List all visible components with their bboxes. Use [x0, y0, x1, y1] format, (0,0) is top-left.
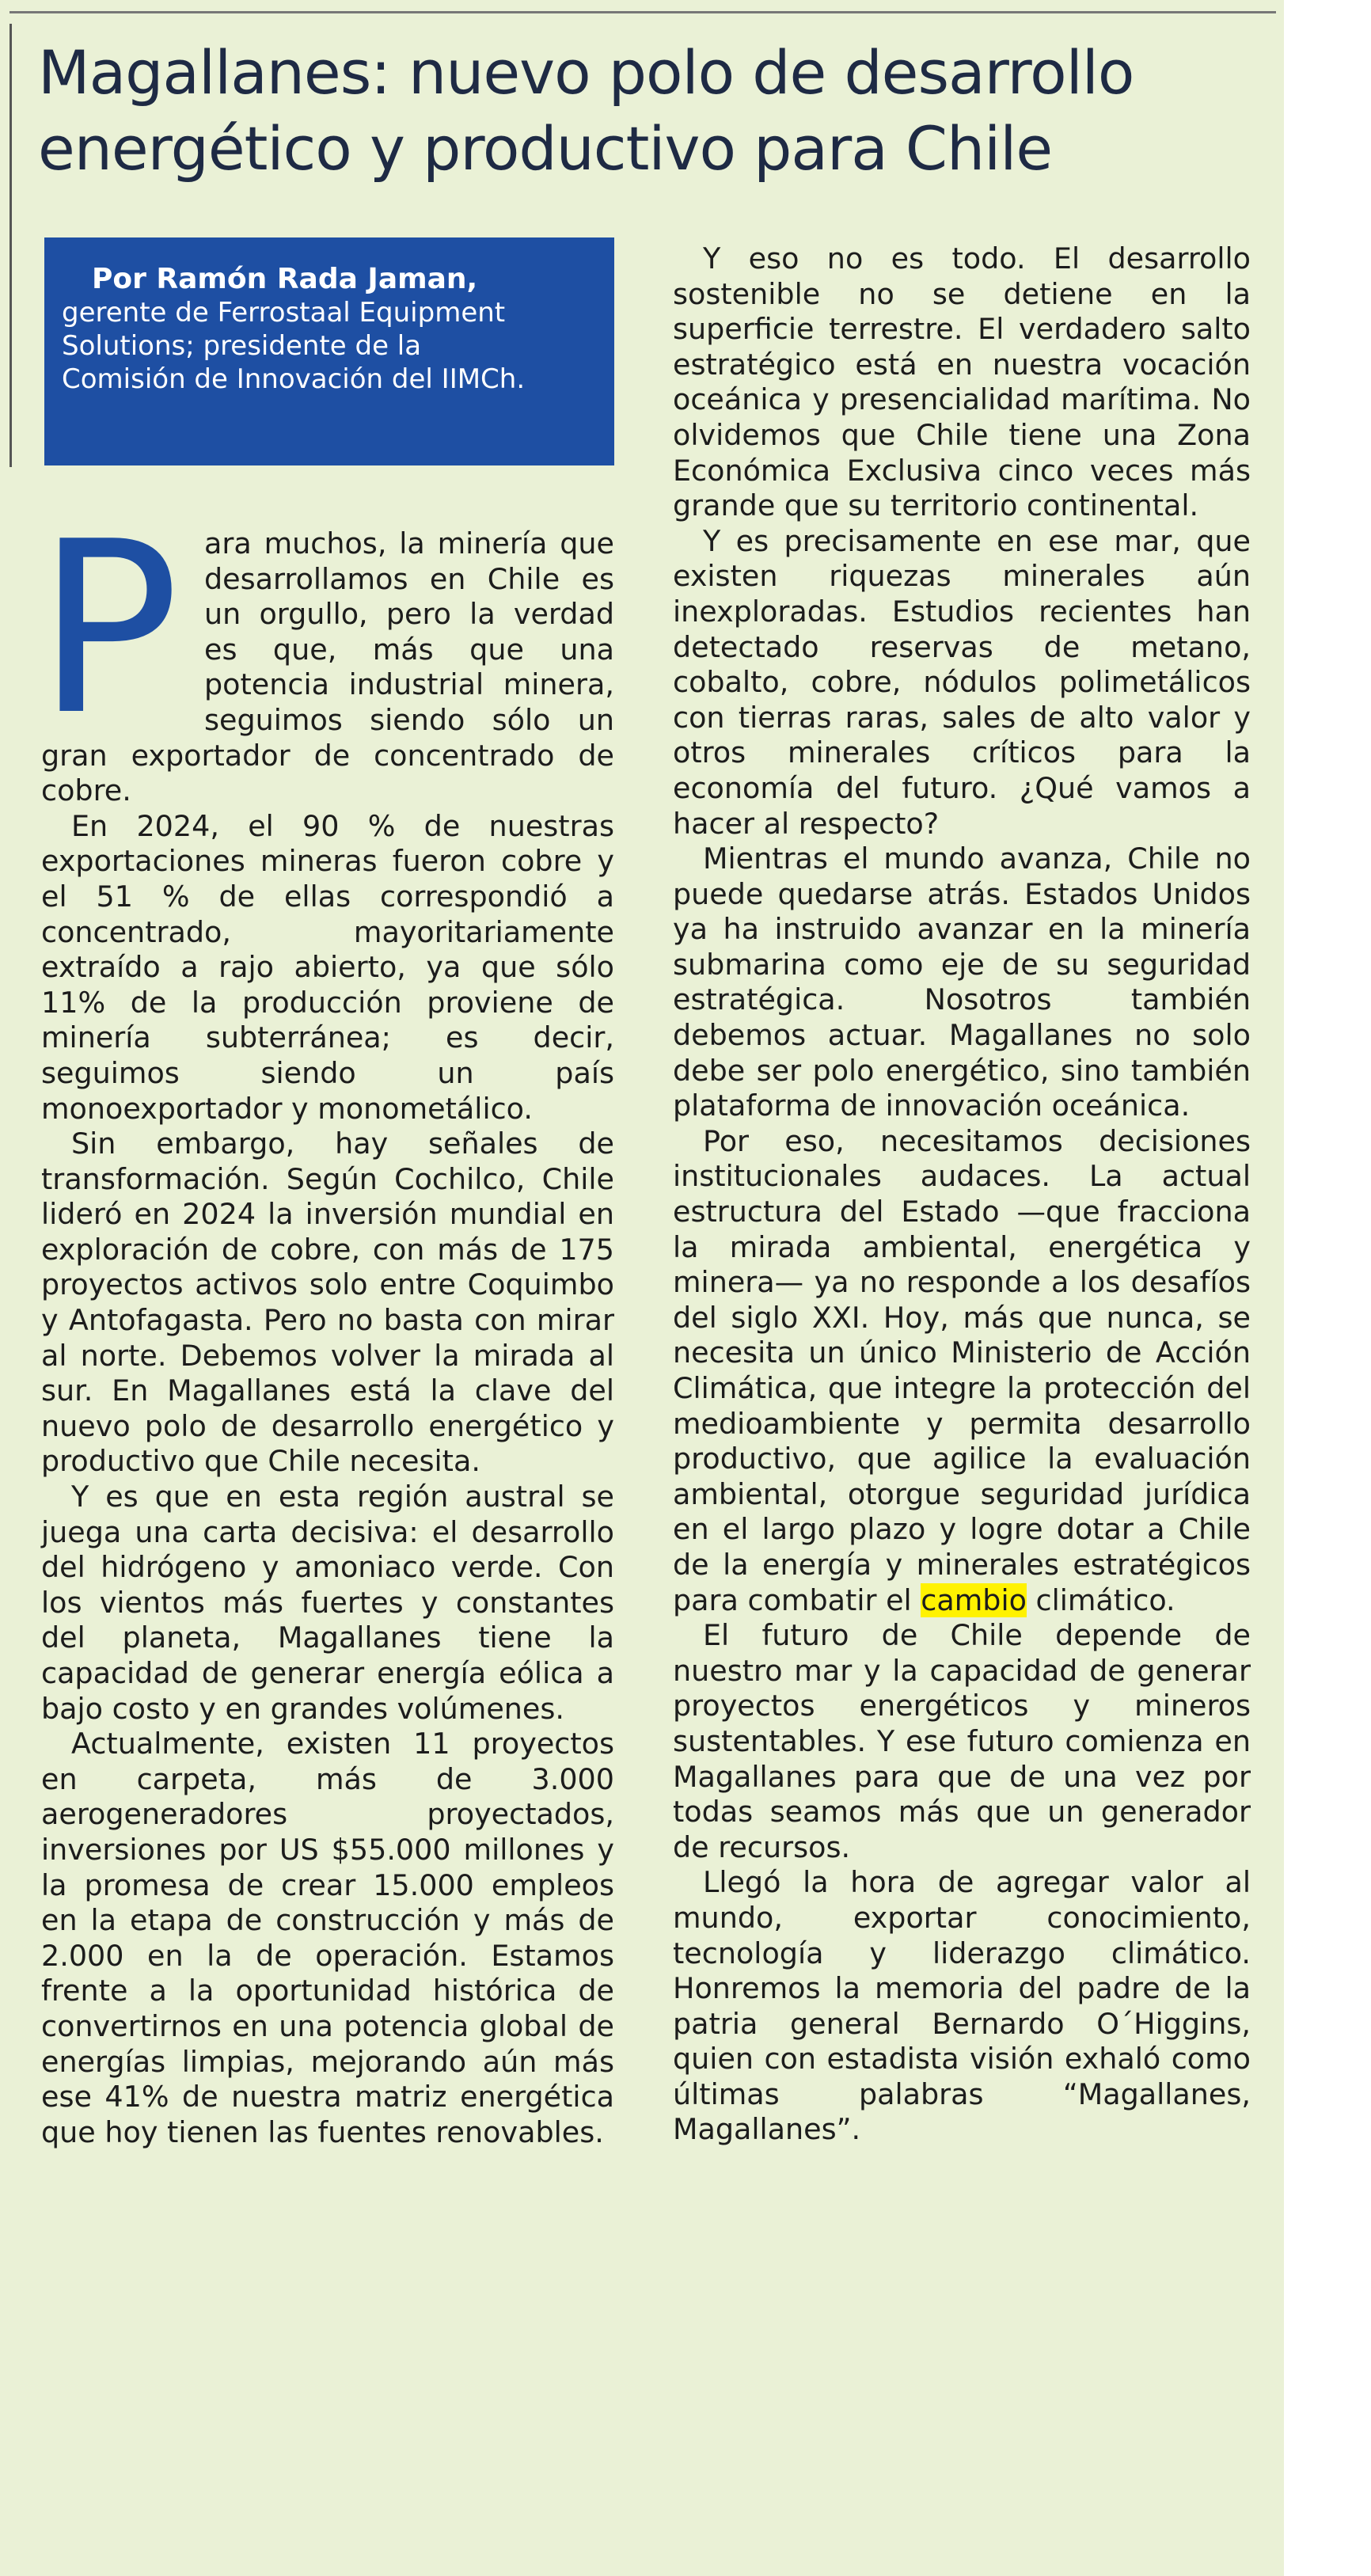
paragraph-with-highlight: [673, 1124, 1251, 1618]
author-role-line: Solutions; presidente de la: [62, 330, 422, 362]
paragraph: Sin embargo, hay señales de transformación. Según Cochilco, Chile lideró en 2024 la inversión mundial en exploración de cobre, con más de 175 proyectos activos solo entre Coquimbo y Antofagasta. Pero no basta con mirar al norte. Debemos volver la mirada al sur. En Magallanes está la clave del nuevo polo de desarrollo energético y productivo que Chile necesita.: [41, 1127, 614, 1479]
paragraph: Y es precisamente en ese mar, que existen riquezas minerales aún inexploradas. Estudios recientes han detectado reservas de metano, cobalto, cobre, nódulos polimetálicos con tierras raras, sales de alto valor y otros minerales críticos para la economía del futuro. ¿Qué vamos a hacer al respecto?: [673, 523, 1251, 841]
left-column: [36, 491, 614, 2150]
author-role-line: Comisión de Innovación del IIMCh.: [62, 363, 526, 395]
left-rule: [9, 24, 12, 467]
headline-line-2: energético y productivo para Chile: [38, 113, 1053, 184]
highlighted-word: cambio: [921, 1582, 1027, 1617]
paragraph: Actualmente, existen 11 proyectos en carpeta, más de 3.000 aerogeneradores proyectados, inversiones por US $55.000 millones y la promesa de crear 15.000 empleos en la etapa de construcción y más de 2.000 en la de operación. Estamos frente a la oportunidad histórica de convertirnos en una potencia global de energías limpias, mejorando aún más ese 41% de nuestra matriz energética que hoy tienen las fuentes renovables.: [41, 1727, 614, 2149]
author-role: [62, 296, 594, 396]
author-role-line: gerente de Ferrostaal Equipment: [62, 297, 506, 329]
author-name: Por Ramón Rada Jaman,: [92, 263, 478, 295]
drop-cap: P: [36, 491, 180, 767]
top-rule: [9, 11, 1276, 13]
paragraph: En 2024, el 90 % de nuestras exportaciones mineras fueron cobre y el 51 % de ellas correspondió a concentrado, mayoritariamente extraído a rajo abierto, ya que sólo 11% de la producción proviene de minería subterránea; es decir, seguimos siendo un país monoexportador y monometálico.: [41, 808, 614, 1126]
paragraph: ara muchos, la minería que desarrollamos en Chile es un orgullo, pero la verdad es que, más que una potencia industrial minera, seguimos siendo sólo un gran exportador de concentrado de cobre.: [41, 526, 614, 808]
article-headline: [38, 35, 1257, 187]
paragraph: Llegó la hora de agregar valor al mundo, exportar conocimiento, tecnología y liderazgo climático. Honremos la memoria del padre de la patria general Bernardo O´Higgins, quien con estadista visión exhaló como últimas palabras “Magallanes, Magallanes”.: [673, 1865, 1251, 2147]
author-box: [44, 237, 614, 465]
headline-line-1: Magallanes: nuevo polo de desarrollo: [38, 37, 1134, 108]
paragraph: Y es que en esta región austral se juega una carta decisiva: el desarrollo del hidrógeno y amoniaco verde. Con los vientos más fuertes y constantes del planeta, Magallanes tiene la capacidad de generar energía eólica a bajo costo y en grandes volúmenes.: [41, 1480, 614, 1726]
paragraph-text: Por eso, necesitamos decisiones institucionales audaces. La actual estructura del Estado —que fracciona la mirada ambiental, energética y minera— ya no responde a los desafíos del siglo XXI. Hoy, más que nunca, se necesita un único Ministerio de Acción Climática, que integre la protección del medioambiente y permita desarrollo productivo, que agilice la evaluación ambiental, otorgue seguridad jurídica en el largo plazo y logre dotar a Chile de la energía y minerales estratégicos para combatir el: [673, 1123, 1251, 1617]
right-column: [673, 241, 1251, 2148]
page-margin: [1284, 0, 1371, 2576]
paragraph: Y eso no es todo. El desarrollo sostenible no se detiene en la superficie terrestre. El verdadero salto estratégico está en nuestra vocación oceánica y presencialidad marítima. No olvidemos que Chile tiene una Zona Económica Exclusiva cinco veces más grande que su territorio continental.: [673, 241, 1251, 523]
paragraph: El futuro de Chile depende de nuestro mar y la capacidad de generar proyectos energéticos y mineros sustentables. Y ese futuro comienza en Magallanes para que de una vez por todas seamos más que un generador de recursos.: [673, 1618, 1251, 1864]
paragraph-tail: climático.: [1026, 1582, 1175, 1617]
paragraph: Mientras el mundo avanza, Chile no puede quedarse atrás. Estados Unidos ya ha instruido avanzar en la minería submarina como eje de su seguridad estratégica. Nosotros también debemos actuar. Magallanes no solo debe ser polo energético, sino también plataforma de innovación oceánica.: [673, 842, 1251, 1123]
